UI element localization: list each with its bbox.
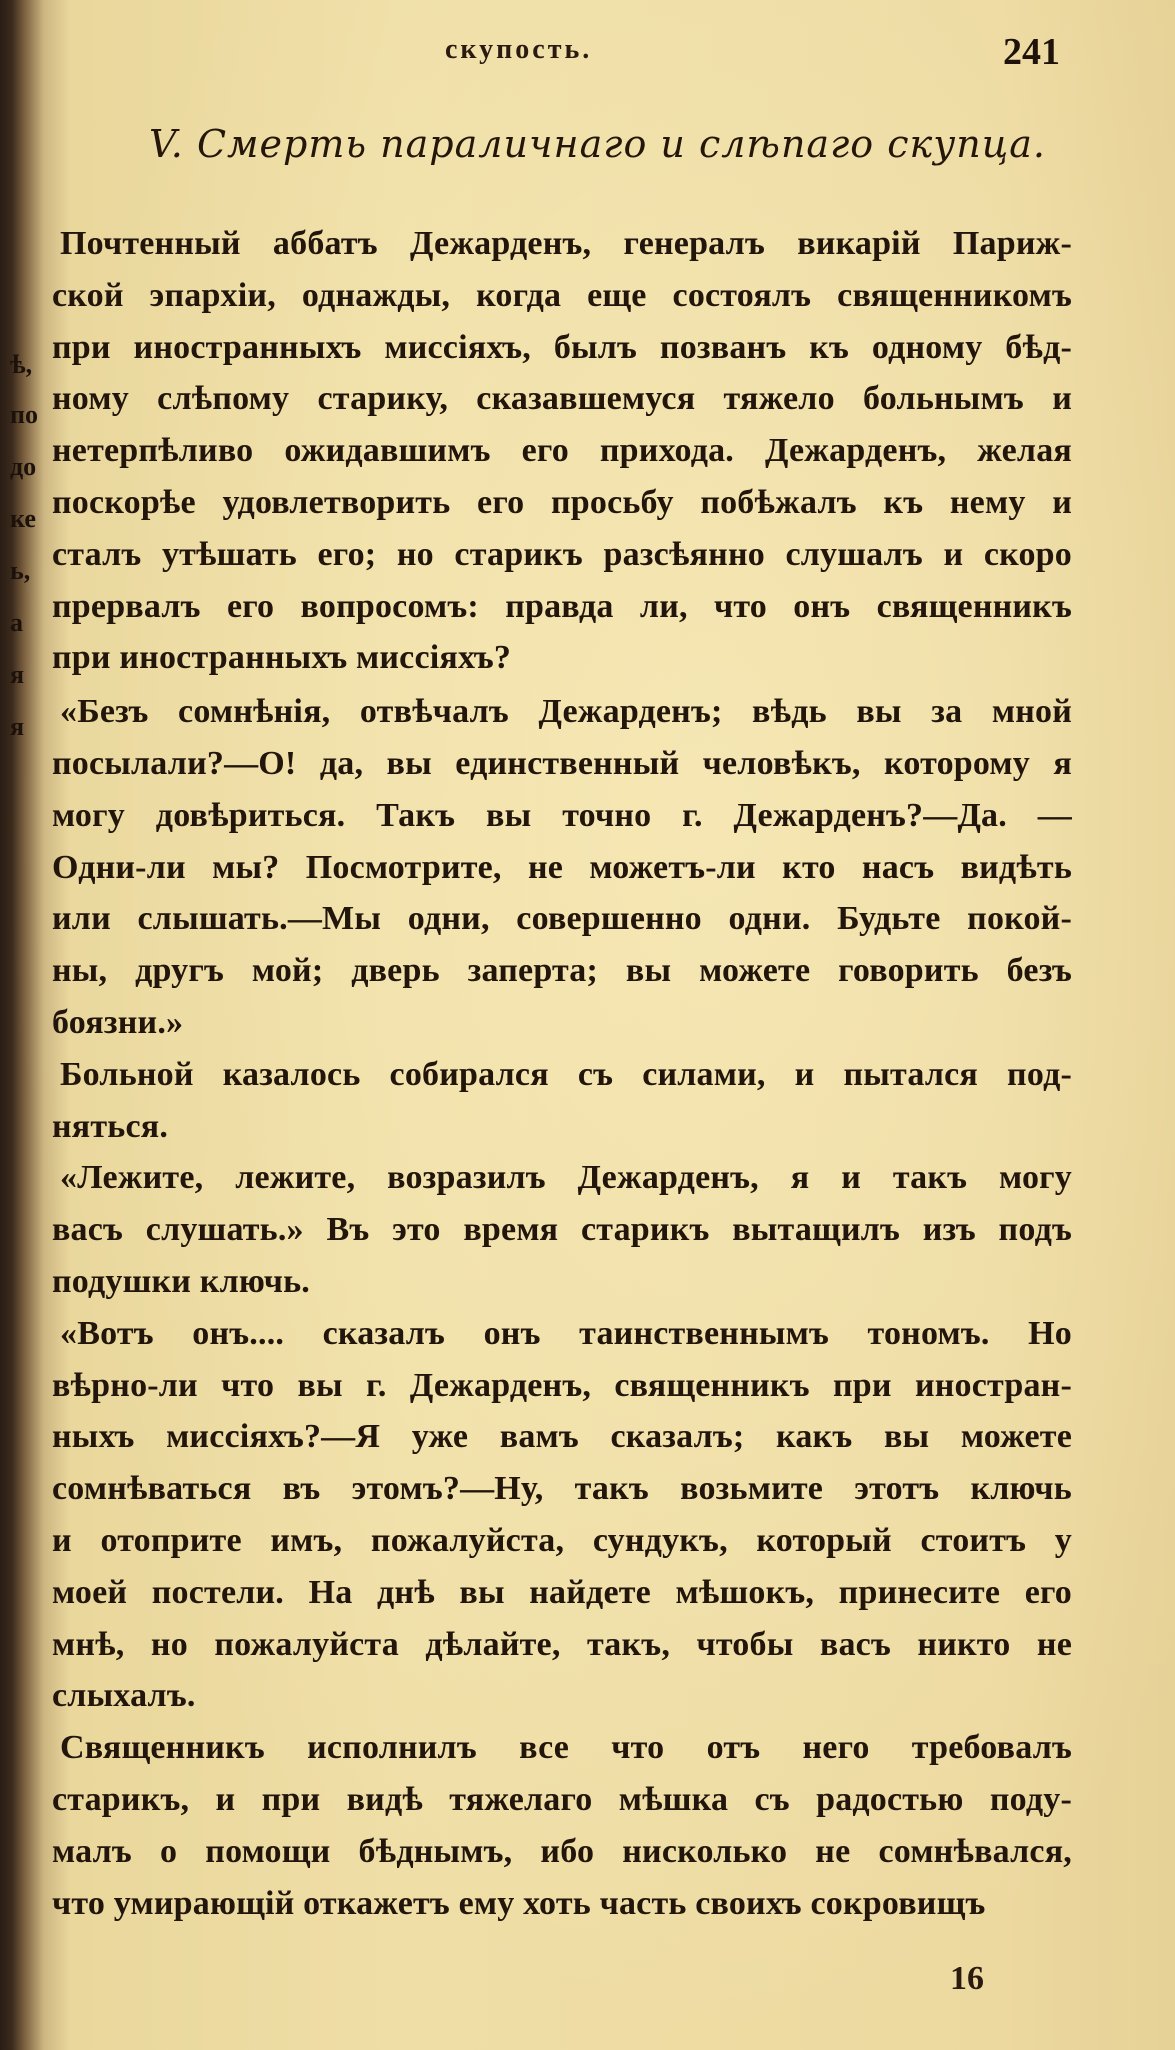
text-line: ному слѣпому старику, сказавшемуся тяжело больнымъ и (52, 380, 1072, 418)
text-line: поскорѣе удовлетворить его просьбу побѣжалъ къ нему и (52, 483, 1072, 521)
running-head: скупость. (445, 34, 593, 65)
chapter-title-text: V. Смерть параличнаго и слѣпаго скупца. (148, 122, 1046, 166)
text-line: «Вотъ онъ.... сказалъ онъ таинственнымъ тономъ. Но (60, 1314, 1072, 1352)
text-line: слыхалъ. (52, 1677, 196, 1715)
text-line: вѣрно-ли что вы г. Дежарденъ, священникъ при иностран- (52, 1366, 1072, 1404)
gutter-fragment: до (10, 452, 37, 481)
gutter-fragment: по (10, 400, 38, 429)
gutter-fragment: ь, (10, 556, 31, 585)
text-line: малъ о помощи бѣднымъ, ибо нисколько не сомнѣвался, (52, 1832, 1072, 1870)
gutter-fragment: я (10, 660, 25, 689)
gutter-fragment: ѣ, (10, 350, 33, 379)
text-line: что умирающій откажетъ ему хоть часть своихъ сокровищъ (52, 1884, 986, 1922)
body-text (52, 218, 1072, 1929)
text-line: старикъ, и при видѣ тяжелаго мѣшка съ радостью поду- (52, 1780, 1072, 1818)
text-line: сомнѣваться въ этомъ?—Ну, такъ возьмите этотъ ключь (52, 1470, 1072, 1508)
text-line: васъ слушать.» Въ это время старикъ вытащилъ изъ подъ (52, 1211, 1072, 1249)
text-line: нетерпѣливо ожидавшимъ его прихода. Дежарденъ, желая (52, 432, 1072, 470)
text-line: Больной казалось собирался съ силами, и пытался под- (60, 1055, 1072, 1093)
text-line: моей постели. На днѣ вы найдете мѣшокъ, принесите его (52, 1573, 1072, 1611)
text-line: или слышать.—Мы одни, совершенно одни. Будьте покой- (52, 900, 1072, 938)
gutter-fragment: ке (10, 504, 36, 533)
text-line: ской эпархіи, однажды, когда еще состоялъ священникомъ (52, 276, 1072, 314)
text-line: сталъ утѣшать его; но старикъ разсѣянно слушалъ и скоро (52, 535, 1072, 573)
text-line: няться. (52, 1107, 169, 1145)
text-line: Одни-ли мы? Посмотрите, не можетъ-ли кто насъ видѣть (52, 848, 1072, 886)
text-line: мнѣ, но пожалуйста дѣлайте, такъ, чтобы васъ никто не (52, 1625, 1072, 1663)
text-line: посылали?—О! да, вы единственный человѣкъ, которому я (52, 744, 1072, 782)
text-line: Священникъ исполнилъ все что отъ него требовалъ (60, 1729, 1072, 1767)
gutter-fragment: а (10, 608, 23, 637)
text-line: подушки ключь. (52, 1262, 310, 1300)
text-line: прервалъ его вопросомъ: правда ли, что онъ священникъ (52, 587, 1072, 625)
page-header (0, 30, 1175, 80)
text-line: ныхъ миссіяхъ?—Я уже вамъ сказалъ; какъ вы можете (52, 1418, 1072, 1456)
text-line: могу довѣриться. Такъ вы точно г. Дежарденъ?—Да. — (52, 796, 1072, 834)
text-line: «Безъ сомнѣнія, отвѣчалъ Дежарденъ; вѣдь вы за мной (60, 693, 1072, 731)
text-line: «Лежите, лежите, возразилъ Дежарденъ, я и такъ могу (60, 1159, 1072, 1197)
text-line: и отоприте имъ, пожалуйста, сундукъ, который стоитъ у (52, 1521, 1072, 1559)
text-line: при иностранныхъ миссіяхъ? (52, 639, 512, 677)
text-line: при иностранныхъ миссіяхъ, былъ позванъ къ одному бѣд- (52, 328, 1072, 366)
text-line: боязни.» (52, 1003, 184, 1041)
text-line: Почтенный аббатъ Дежарденъ, генералъ викарій Париж- (60, 225, 1072, 262)
signature-mark: 16 (950, 1960, 984, 1997)
text-line: ны, другъ мой; дверь заперта; вы можете говорить безъ (52, 952, 1072, 990)
chapter-title (0, 122, 1175, 166)
gutter-fragment: я (10, 712, 25, 741)
page-number: 241 (1003, 31, 1060, 73)
